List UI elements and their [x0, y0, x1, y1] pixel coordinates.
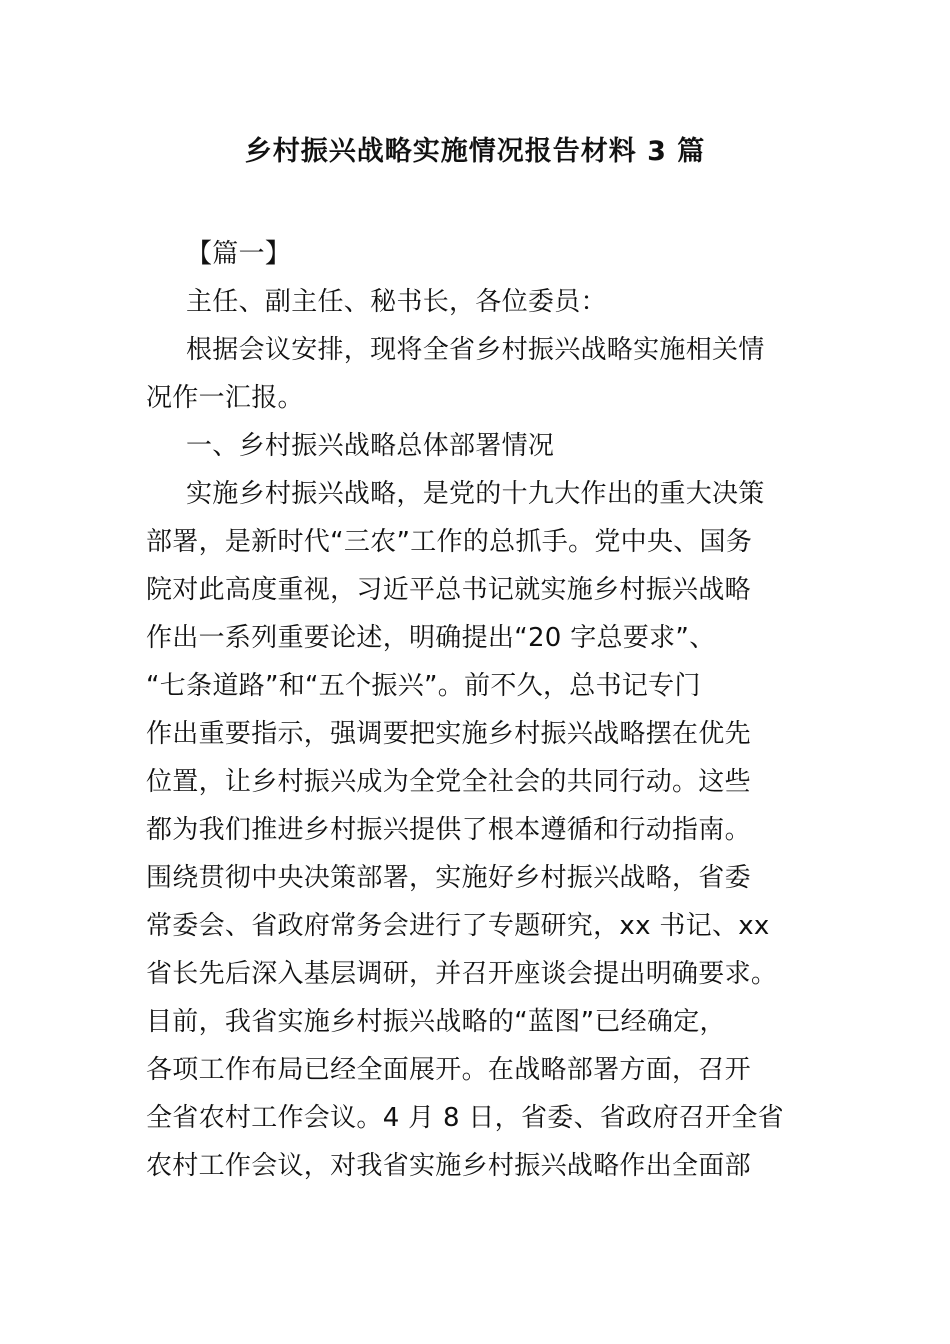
- paragraph-line: 目前，我省实施乡村振兴战略的“蓝图”已经确定，: [146, 1007, 726, 1037]
- section-heading: 一、乡村振兴战略总体部署情况: [186, 431, 555, 461]
- paragraph-line: 实施乡村振兴战略，是党的十九大作出的重大决策: [186, 479, 765, 509]
- paragraph-line: 农村工作会议，对我省实施乡村振兴战略作出全面部: [146, 1151, 751, 1181]
- salutation: 主任、副主任、秘书长，各位委员：: [186, 287, 607, 317]
- paragraph-line: 全省农村工作会议。4 月 8 日，省委、省政府召开全省: [146, 1103, 784, 1133]
- paragraph-line: 况作一汇报。: [146, 383, 304, 413]
- paragraph-line: 位置，让乡村振兴成为全党全社会的共同行动。这些: [146, 767, 751, 797]
- section-label: 【篇一】: [186, 239, 292, 269]
- paragraph-line: 省长先后深入基层调研，并召开座谈会提出明确要求。: [146, 959, 778, 989]
- paragraph-line: 各项工作布局已经全面展开。在战略部署方面，召开: [146, 1055, 751, 1085]
- paragraph-line: 根据会议安排，现将全省乡村振兴战略实施相关情: [186, 335, 765, 365]
- paragraph-line: 都为我们推进乡村振兴提供了根本遵循和行动指南。: [146, 815, 751, 845]
- paragraph-line: 部署，是新时代“三农”工作的总抓手。党中央、国务: [146, 527, 753, 557]
- paragraph-line: 作出重要指示，强调要把实施乡村振兴战略摆在优先: [146, 719, 751, 749]
- paragraph-line: 围绕贯彻中央决策部署，实施好乡村振兴战略，省委: [146, 863, 751, 893]
- document-title: 乡村振兴战略实施情况报告材料 3 篇: [244, 136, 706, 167]
- paragraph-line: 常委会、省政府常务会进行了专题研究，xx 书记、xx: [146, 911, 770, 941]
- paragraph-line: 院对此高度重视，习近平总书记就实施乡村振兴战略: [146, 575, 751, 605]
- paragraph-line: “七条道路”和“五个振兴”。前不久，总书记专门: [146, 671, 701, 701]
- paragraph-line: 作出一系列重要论述，明确提出“20 字总要求”、: [146, 623, 716, 653]
